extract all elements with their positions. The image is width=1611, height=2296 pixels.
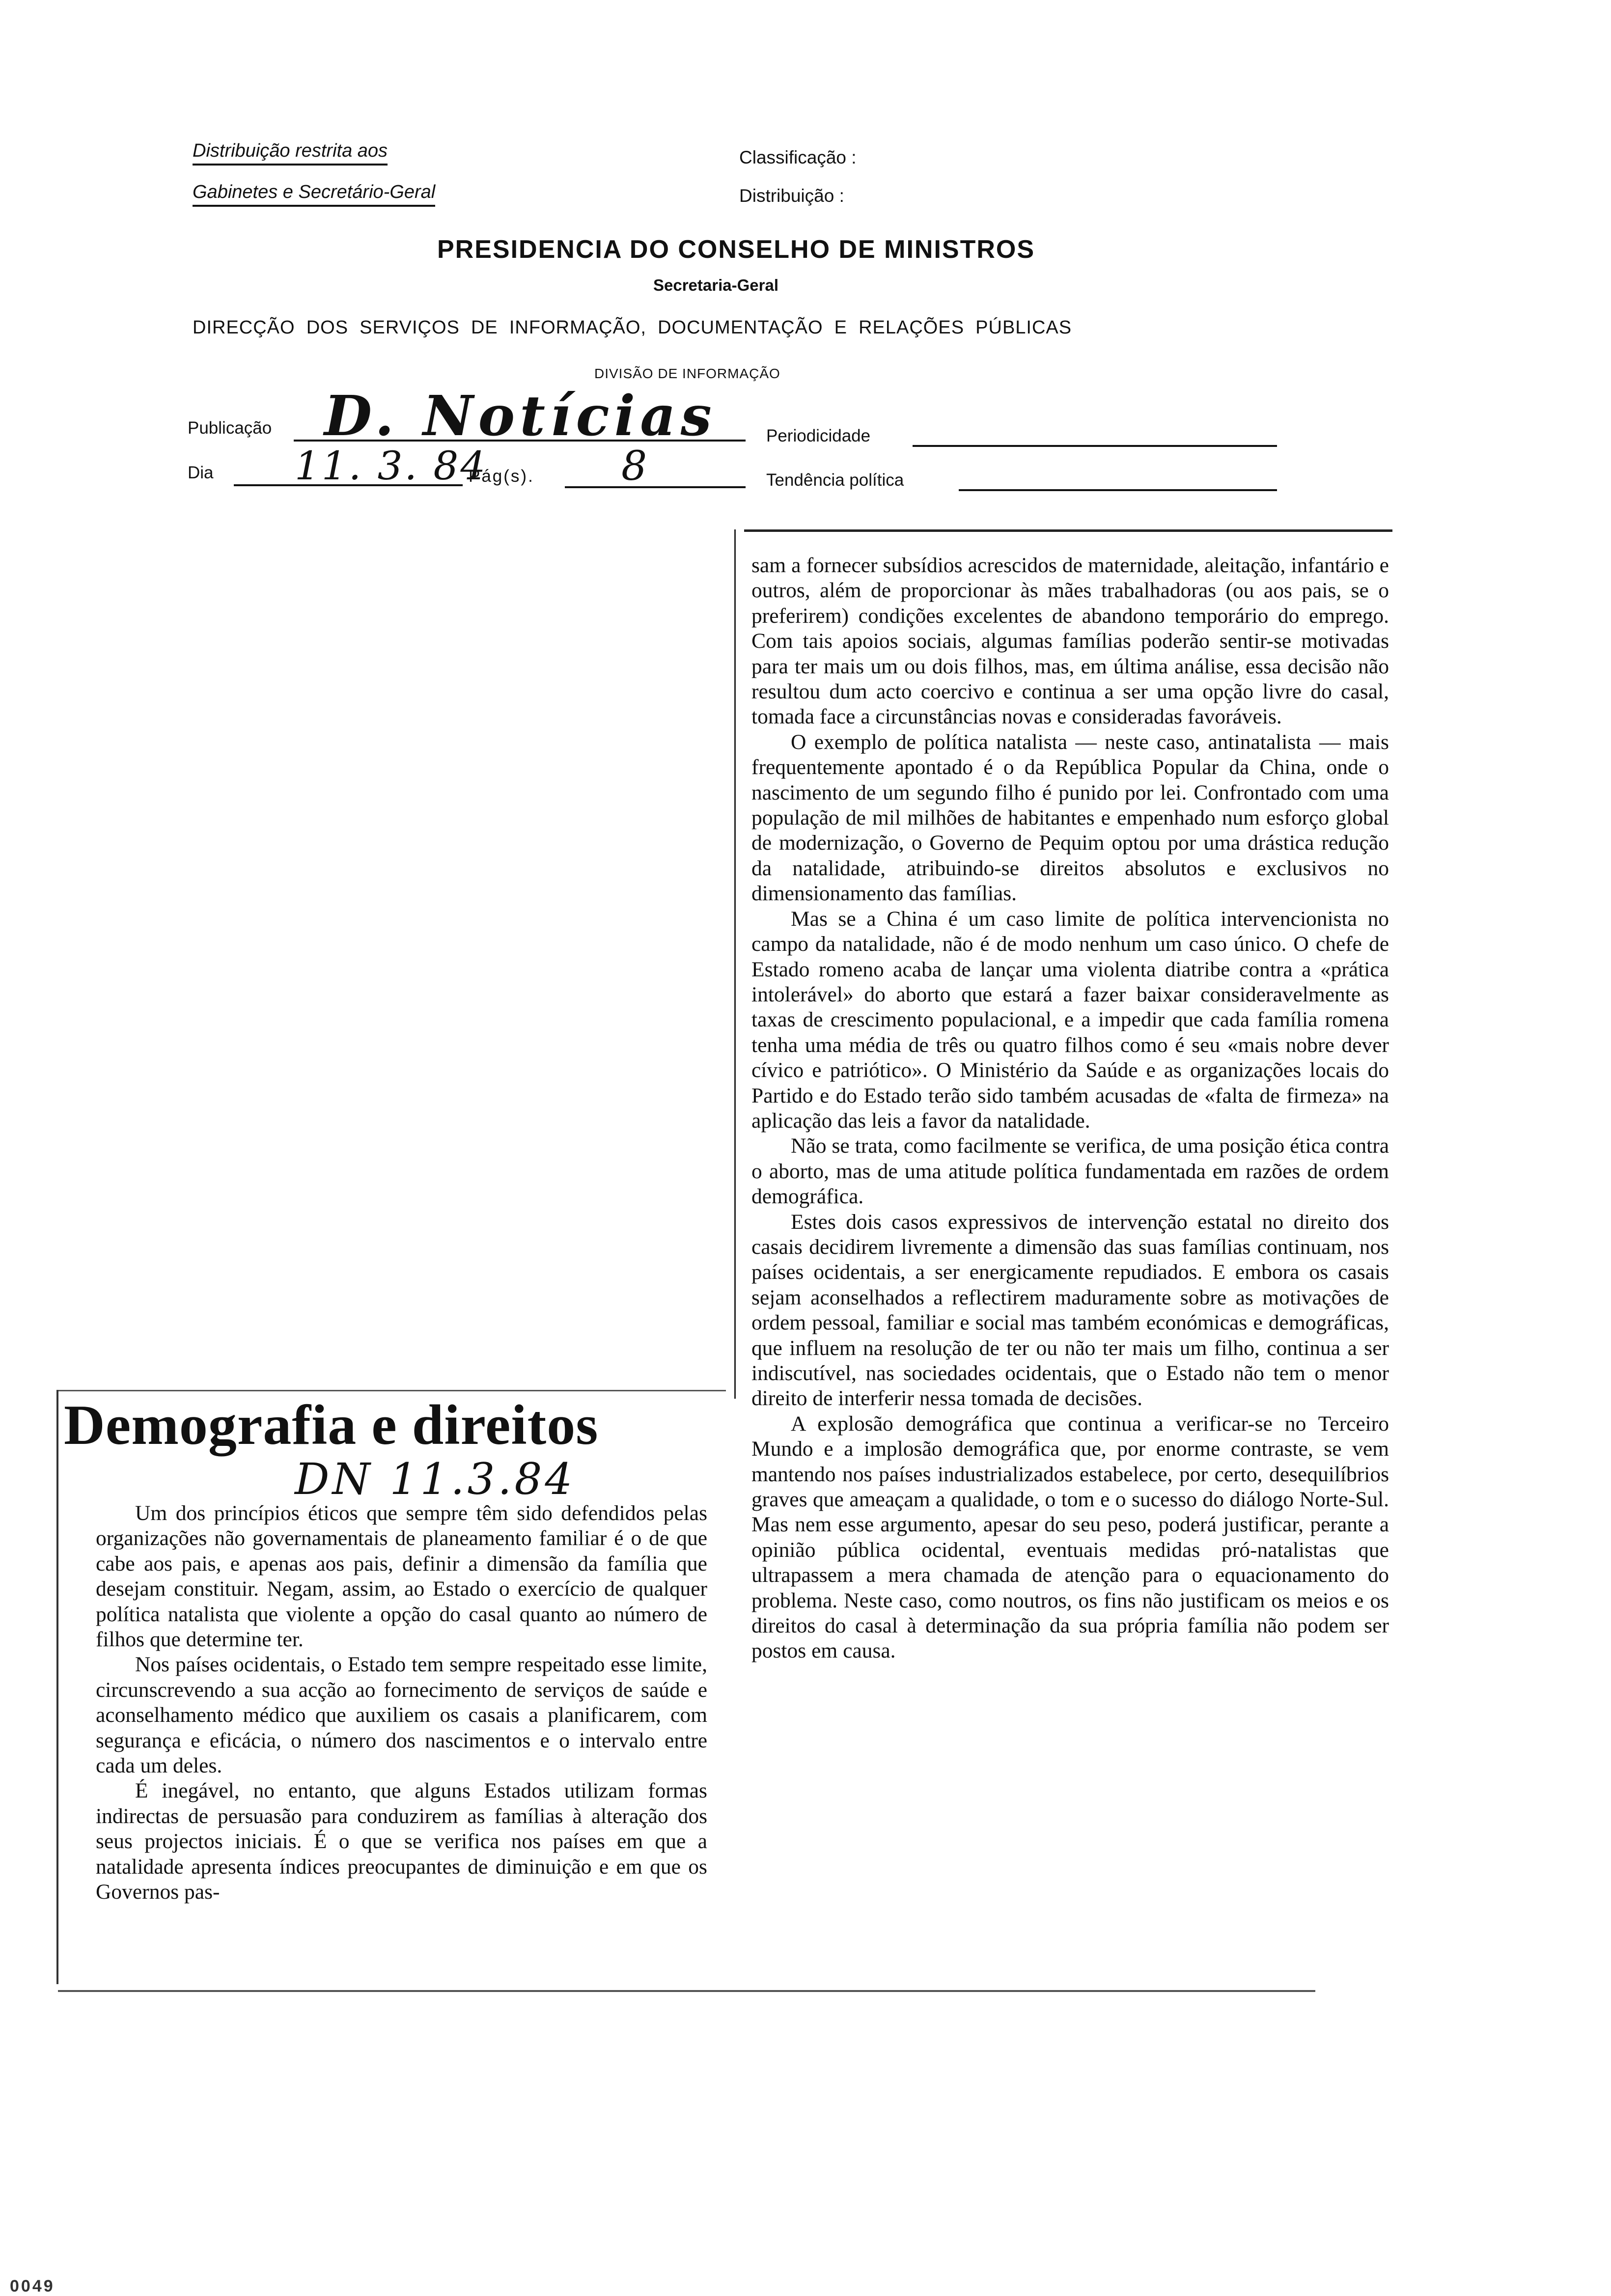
- handwritten-date-note: DN 11.3.84: [295, 1454, 576, 1504]
- left-paragraph: Nos países ocidentais, o Estado tem sempre respeitado esse limite, circunscrevendo a sua acção ao fornecimento de serviços de saúde e aconselhamento médico que auxiliem os casais a planificarem, com segurança e eficácia, o número dos nascimentos e o intervalo entre cada um deles.: [96, 1653, 707, 1778]
- corner-mark: 0049: [10, 2277, 55, 2296]
- secretaria-geral: Secretaria-Geral: [653, 276, 778, 294]
- classification-label: Classificação :: [739, 147, 857, 167]
- publicacao-handwritten: D. Notícias: [324, 384, 717, 448]
- right-paragraph: A explosão demográfica que continua a verificar-se no Terceiro Mundo e a implosão demográfica que, por enorme contraste, se vem mantendo nos países industrializados estabelece, por certo, desequilíbrios graves que ameaçam a qualidade, o tom e o sucesso do diálogo Norte-Sul. Mas nem esse argumento, apesar do seu peso, poderá justificar, perante a opinião pública ocidental, eventuais medidas pró-natalistas que ultrapassem a mera chamada de atenção para o equacionamento do problema. Neste caso, como noutros, os fins não justificam os meios e os direitos do casal à determinação da sua própria família não podem ser postos em causa.: [751, 1411, 1389, 1663]
- dia-handwritten: 11. 3. 84: [295, 443, 488, 489]
- direction-title: DIRECÇÃO DOS SERVIÇOS DE INFORMAÇÃO, DOCUMENTAÇÃO E RELAÇÕES PÚBLICAS: [193, 317, 1072, 338]
- publicacao-label: Publicação: [188, 418, 272, 438]
- tendencia-field-line: [959, 489, 1277, 491]
- periodicidade-label: Periodicidade: [766, 426, 871, 445]
- right-paragraph: Estes dois casos expressivos de intervenção estatal no direito dos casais decidirem livremente a dimensão das suas famílias continuam, nos países ocidentais, a ser energicamente repudiados. E embora os casais sejam aconselhados a reflectirem maduramente sobre as motivações de ordem pessoal, familiar e social mas também económicas e demográficas, que influem na resolução de ter ou não ter mais um filho, continua a ser indiscutível, nas sociedades ocidentais, que o Estado não tem o menor direito de interferir nessa tomada de decisões.: [751, 1210, 1389, 1411]
- distribution-label: Distribuição :: [739, 186, 844, 206]
- clipping-left-edge: [56, 1390, 58, 1984]
- article-right-column: [751, 553, 1389, 1664]
- clipping-top-border-left: [58, 1390, 726, 1391]
- article-headline: Demografia e direitos: [64, 1394, 599, 1457]
- pag-handwritten: 8: [621, 443, 647, 490]
- clipping-bottom-border: [58, 1990, 1315, 1992]
- right-paragraph: O exemplo de política natalista — neste caso, antinatalista — mais frequentemente apontado é o da República Popular da China, onde o nascimento de um segundo filho é punido por lei. Confrontado com uma população de mil milhões de habitantes e empenhado num esforço global de modernização, o Governo de Pequim optou por uma drástica redução da natalidade, atribuindo-se direitos absolutos e exclusivos no dimensionamento das famílias.: [751, 730, 1389, 906]
- article-left-column: [96, 1501, 707, 1905]
- tendencia-label: Tendência política: [766, 470, 904, 490]
- dia-label: Dia: [188, 463, 214, 482]
- right-paragraph: Não se trata, como facilmente se verifica, de uma posição ética contra o aborto, mas de uma atitude política fundamentada em razões de ordem demográfica.: [751, 1134, 1389, 1209]
- right-paragraph: sam a fornecer subsídios acrescidos de maternidade, aleitação, infantário e outros, além de proporcionar às mães trabalhadoras (ou aos pais, se o preferirem) condições excelentes de abandono temporário do emprego. Com tais apoios sociais, algumas famílias poderão sentir-se motivadas para ter mais um ou dois filhos, mas, em última análise, essa decisão não resultou dum acto coercivo e continua a ser uma opção livre do casal, tomada face a circunstâncias novas e consideradas favoráveis.: [751, 553, 1389, 729]
- pag-label: Pág(s).: [469, 467, 534, 486]
- periodicidade-field-line: [913, 445, 1277, 447]
- left-paragraph: Um dos princípios éticos que sempre têm sido defendidos pelas organizações não governamentais de planeamento familiar é o de que cabe aos pais, e apenas aos pais, definir a dimensão da família que desejam constituir. Negam, assim, ao Estado o exercício de qualquer política natalista que violente a opção do casal quanto ao número de filhos que determine ter.: [96, 1501, 707, 1652]
- pag-field-line: [565, 486, 746, 488]
- clipping-divider-right: [734, 529, 736, 1399]
- main-title: PRESIDENCIA DO CONSELHO DE MINISTROS: [437, 235, 1035, 264]
- distribution-restriction-line2: Gabinetes e Secretário-Geral: [193, 182, 435, 207]
- left-paragraph: É inegável, no entanto, que alguns Estados utilizam formas indirectas de persuasão para conduzirem as famílias à alteração dos seus projectos iniciais. É o que se verifica nos países em que a natalidade apresenta índices preocupantes de diminuição e em que os Governos pas-: [96, 1779, 707, 1904]
- division-title: DIVISÃO DE INFORMAÇÃO: [594, 366, 780, 381]
- right-paragraph: Mas se a China é um caso limite de política intervencionista no campo da natalidade, não é de modo nenhum um caso único. O chefe de Estado romeno acaba de lançar uma violenta diatribe contra a «prática intolerável» do aborto que estará a fazer baixar consideravelmente as taxas de crescimento populacional, e a impedir que cada família romena tenha uma média de três ou quatro filhos como é seu «mais nobre dever cívico e patriótico». O Ministério da Saúde e as organizações locais do Partido e do Estado terão sido também acusadas de «falta de firmeza» na aplicação das leis a favor da natalidade.: [751, 907, 1389, 1133]
- distribution-restriction-line1: Distribuição restrita aos: [193, 140, 388, 166]
- clipping-top-border-right: [744, 529, 1392, 532]
